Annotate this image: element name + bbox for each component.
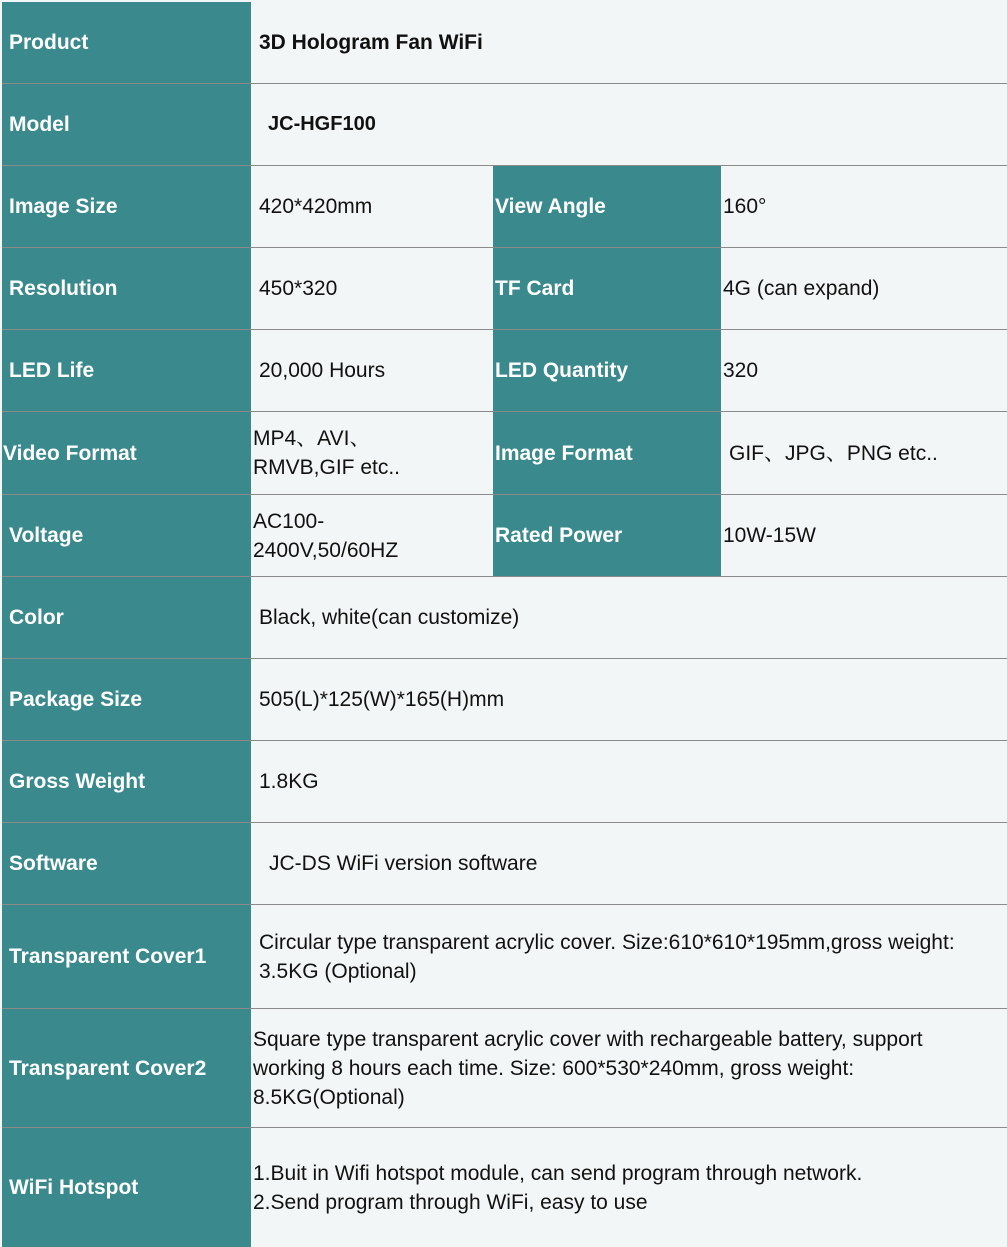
- value-tf-card: 4G (can expand): [723, 277, 880, 300]
- row-voltage: [2, 495, 1007, 577]
- label-model: Model: [2, 84, 251, 165]
- label-transparent-cover2: Transparent Cover2: [2, 1009, 251, 1127]
- row-image-size: [2, 166, 1007, 248]
- label-product: Product: [2, 2, 251, 83]
- value-led-quantity: 320: [723, 359, 759, 382]
- value-video-format: MP4、AVI、RMVB,GIF etc..: [253, 427, 401, 479]
- label-image-size: Image Size: [2, 166, 251, 247]
- value-resolution: 450*320: [259, 277, 338, 300]
- value-wifi-hotspot: [251, 1128, 1007, 1247]
- label-led-quantity: LED Quantity: [493, 330, 721, 411]
- value-product: 3D Hologram Fan WiFi: [259, 31, 483, 54]
- row-transparent-cover1: [2, 905, 1007, 1009]
- label-package-size: Package Size: [2, 659, 251, 740]
- label-gross-weight: Gross Weight: [2, 741, 251, 822]
- value-transparent-cover2: Square type transparent acrylic cover with rechargeable battery, support working 8 hours each time. Size: 600*530*240mm, gross weight: 8.5KG(Optional): [253, 1027, 923, 1109]
- label-view-angle: View Angle: [493, 166, 721, 247]
- value-led-life: 20,000 Hours: [259, 359, 386, 382]
- row-resolution: [2, 248, 1007, 330]
- row-gross-weight: [2, 741, 1007, 823]
- row-product: [2, 2, 1007, 84]
- wifi-line-1: 1.Buit in Wifi hotspot module, can send program through network.: [253, 1161, 863, 1185]
- value-transparent-cover1: Circular type transparent acrylic cover. Size:610*610*195mm,gross weight: 3.5KG (Optional): [259, 930, 955, 983]
- value-gross-weight: 1.8KG: [259, 770, 319, 793]
- row-model: [2, 84, 1007, 166]
- label-voltage: Voltage: [2, 495, 251, 576]
- label-video-format: Video Format: [2, 412, 251, 494]
- label-led-life: LED Life: [2, 330, 251, 411]
- value-software: JC-DS WiFi version software: [269, 852, 538, 875]
- label-wifi-hotspot: WiFi Hotspot: [2, 1128, 251, 1247]
- label-tf-card: TF Card: [493, 248, 721, 329]
- value-voltage: AC100-2400V,50/60HZ: [253, 509, 399, 562]
- row-transparent-cover2: [2, 1009, 1007, 1128]
- value-view-angle: 160°: [723, 195, 767, 218]
- label-transparent-cover1: Transparent Cover1: [2, 905, 251, 1008]
- label-resolution: Resolution: [2, 248, 251, 329]
- row-led-life: [2, 330, 1007, 412]
- value-rated-power: 10W-15W: [723, 524, 816, 547]
- label-software: Software: [2, 823, 251, 904]
- value-package-size: 505(L)*125(W)*165(H)mm: [259, 688, 505, 711]
- label-rated-power: Rated Power: [493, 495, 721, 576]
- row-package-size: [2, 659, 1007, 741]
- value-model: JC-HGF100: [268, 113, 376, 135]
- value-image-size: 420*420mm: [259, 195, 373, 218]
- label-image-format: Image Format: [493, 412, 721, 494]
- row-wifi-hotspot: [2, 1128, 1007, 1247]
- row-software: [2, 823, 1007, 905]
- label-color: Color: [2, 577, 251, 658]
- value-color: Black, white(can customize): [259, 606, 520, 629]
- value-image-format: GIF、JPG、PNG etc..: [729, 441, 938, 465]
- row-color: [2, 577, 1007, 659]
- row-video-format: [2, 412, 1007, 495]
- wifi-line-2: 2.Send program through WiFi, easy to use: [253, 1190, 648, 1214]
